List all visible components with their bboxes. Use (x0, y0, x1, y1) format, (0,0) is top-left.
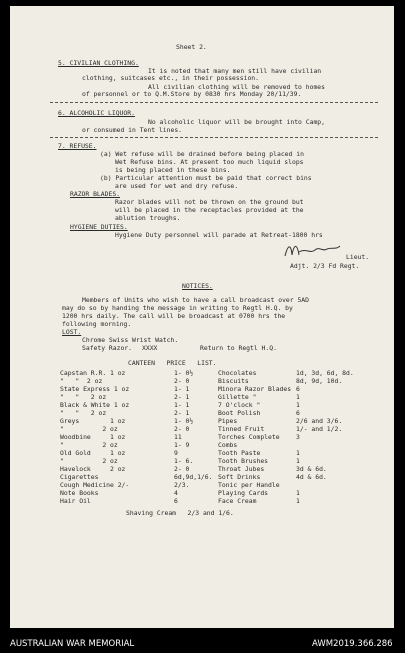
section-6-line: or consumed in Tent lines. (82, 126, 183, 134)
canteen-item-name: State Express 1 oz (60, 385, 130, 393)
canteen-item-price: 1- 9 (174, 441, 190, 449)
canteen-item-price: 2/6 and 3/6. (296, 417, 343, 425)
lost-item-crossed-out: XXXX (142, 344, 158, 352)
canteen-item-name: Pipes (218, 417, 238, 425)
hygiene-duties-title: HYGIENE DUTIES. (70, 223, 128, 231)
canteen-item-price: 11 (174, 433, 182, 441)
canteen-item-name: Tinned Fruit (218, 425, 265, 433)
canteen-item-price: 6 (296, 385, 300, 393)
canteen-item-name: " " 2 oz (60, 393, 107, 401)
razor-blades-line: Razor blades will not be thrown on the ground but (115, 198, 304, 206)
canteen-item-name: Soft Drinks (218, 473, 261, 481)
lost-item: Safety Razor. (82, 344, 133, 352)
canteen-item-name: Black & White 1 oz (60, 401, 130, 409)
razor-blades-title: RAZOR BLADES. (70, 190, 121, 198)
canteen-item-name: Tooth Paste (218, 449, 261, 457)
canteen-item-price: 6 (174, 497, 178, 505)
canteen-item-price: 1 (296, 457, 300, 465)
canteen-item-name: Combs (218, 441, 238, 449)
canteen-item-name: " 2 oz (60, 457, 118, 465)
canteen-item-name: Biscuits (218, 377, 249, 385)
canteen-item-name: Tonic per Handle (218, 481, 280, 489)
notices-paragraph-line: Members of Units who wish to have a call broadcast over 5AD (82, 296, 310, 304)
canteen-item-name: Tooth Brushes (218, 457, 269, 465)
footer-institution: AUSTRALIAN WAR MEMORIAL (10, 639, 135, 649)
section-6-line: No alcoholic liquor will be brought into Camp, (148, 118, 325, 126)
canteen-item-price: 1- 0½ (174, 369, 194, 377)
lost-return-note: Return to Regtl H.Q. (200, 344, 277, 352)
signature-rank: Lieut. (346, 253, 370, 261)
section-7-title: 7. REFUSE. (58, 142, 97, 150)
canteen-item-name: Throat Jubes (218, 465, 265, 473)
divider (50, 102, 378, 103)
canteen-item-price: 2- 1 (174, 409, 190, 417)
canteen-item-name: Havelock 2 oz (60, 465, 126, 473)
canteen-item-name: Boot Polish (218, 409, 261, 417)
canteen-item-name: Hair Oil (60, 497, 91, 505)
canteen-item-name: Chocolates (218, 369, 257, 377)
canteen-item-name: Torches Complete (218, 433, 280, 441)
canteen-item-price: 9 (174, 449, 178, 457)
footer-accession-number: AWM2019.366.286 (312, 639, 393, 649)
lost-item: Chrome Swiss Wrist Watch. (82, 336, 179, 344)
notices-paragraph-line: 1200 hrs daily. The call will be broadcast at 0700 hrs the (62, 312, 286, 320)
canteen-item-name: Capstan R.R. 1 oz (60, 369, 126, 377)
refuse-a-line: Wet Refuse bins. At present too much liquid slops (115, 158, 304, 166)
canteen-item-price: 1- 1 (174, 385, 190, 393)
canteen-item-price: 3d & 6d. (296, 465, 327, 473)
canteen-item-price: 1- 0½ (174, 417, 194, 425)
section-5-line: clothing, suitcases etc., in their possession. (82, 74, 259, 82)
sheet-number: Sheet 2. (176, 43, 207, 51)
canteen-item-price: 2- 0 (174, 377, 190, 385)
refuse-b-line: are used for wet and dry refuse. (115, 182, 239, 190)
canteen-item-price: 2- 1 (174, 393, 190, 401)
razor-blades-line: will be placed in the receptacles provided at the (115, 206, 304, 214)
section-6-title: 6. ALCOHOLIC LIQUOR. (58, 109, 135, 117)
notices-title: NOTICES. (182, 282, 213, 290)
canteen-item-name: Woodbine 1 oz (60, 433, 126, 441)
canteen-item-name: " " 2 oz (60, 377, 103, 385)
canteen-item-price: 4 (174, 489, 178, 497)
canteen-item-price: 1 (296, 497, 300, 505)
section-5-line: All civilian clothing will be removed to homes (148, 83, 325, 91)
canteen-item-name: Cough Medicine 2/- (60, 481, 130, 489)
divider (50, 137, 378, 138)
canteen-item-name: Note Books (60, 489, 99, 497)
canteen-item-price: 2- 0 (174, 465, 190, 473)
canteen-item-price: 1 (296, 401, 300, 409)
canteen-item-price: 4d & 6d. (296, 473, 327, 481)
refuse-a-line: is being placed in these bins. (115, 166, 231, 174)
canteen-price-list-header: CANTEEN PRICE LIST. (128, 359, 217, 367)
canteen-item-name: Minora Razor Blades (218, 385, 292, 393)
lost-title: LOST. (62, 328, 82, 336)
canteen-item-price: 1 (296, 449, 300, 457)
canteen-item-price: 1- 6. (174, 457, 194, 465)
canteen-item-price: 2/3. (174, 481, 190, 489)
refuse-b-line: (b) Particular attention must be paid that correct bins (100, 174, 312, 182)
canteen-item-name: Face Cream (218, 497, 257, 505)
signature-image (282, 240, 342, 260)
refuse-a-line: (a) Wet refuse will be drained before being placed in (100, 150, 304, 158)
canteen-item-price: 8d, 9d, 10d. (296, 377, 343, 385)
canteen-item-name: Gillette " (218, 393, 257, 401)
canteen-item-name: " 2 oz (60, 441, 118, 449)
canteen-item-name: Old Gold 1 oz (60, 449, 126, 457)
canteen-item-name: 7 O'clock " (218, 401, 261, 409)
canteen-item-price: 2- 0 (174, 425, 190, 433)
canteen-item-price: 1d, 3d, 6d, 8d. (296, 369, 354, 377)
canteen-item-name: " 2 oz (60, 425, 118, 433)
canteen-item-price: 1/- and 1/2. (296, 425, 343, 433)
section-5-line: It is noted that many men still have civilian (148, 67, 322, 75)
canteen-item-name: " " 2 oz (60, 409, 107, 417)
canteen-item-name: Playing Cards (218, 489, 269, 497)
canteen-item-price: 1- 1 (174, 401, 190, 409)
shaving-cream-line: Shaving Cream 2/3 and 1/6. (126, 509, 234, 517)
canteen-item-name: Greys 1 oz (60, 417, 126, 425)
canteen-item-price: 6d,9d,1/6. (174, 473, 213, 481)
canteen-item-price: 1 (296, 489, 300, 497)
razor-blades-line: ablution troughs. (115, 214, 181, 222)
section-5-title: 5. CIVILIAN CLOTHING. (58, 59, 139, 67)
canteen-item-price: 6 (296, 409, 300, 417)
notices-paragraph-line: following morning. (62, 320, 132, 328)
signature-role: Adjt. 2/3 Fd Regt. (290, 262, 360, 270)
canteen-item-price: 1 (296, 393, 300, 401)
canteen-item-price: 3 (296, 433, 300, 441)
hygiene-duties-line: Hygiene Duty personnel will parade at Retreat-1800 hrs (115, 231, 323, 239)
notices-paragraph-line: may do so by handing the message in writing to Regtl H.Q. by (62, 304, 293, 312)
section-5-line: of personnel or to Q.M.Store by 0830 hrs Monday 20/11/39. (82, 90, 302, 98)
canteen-item-name: Cigarettes (60, 473, 99, 481)
